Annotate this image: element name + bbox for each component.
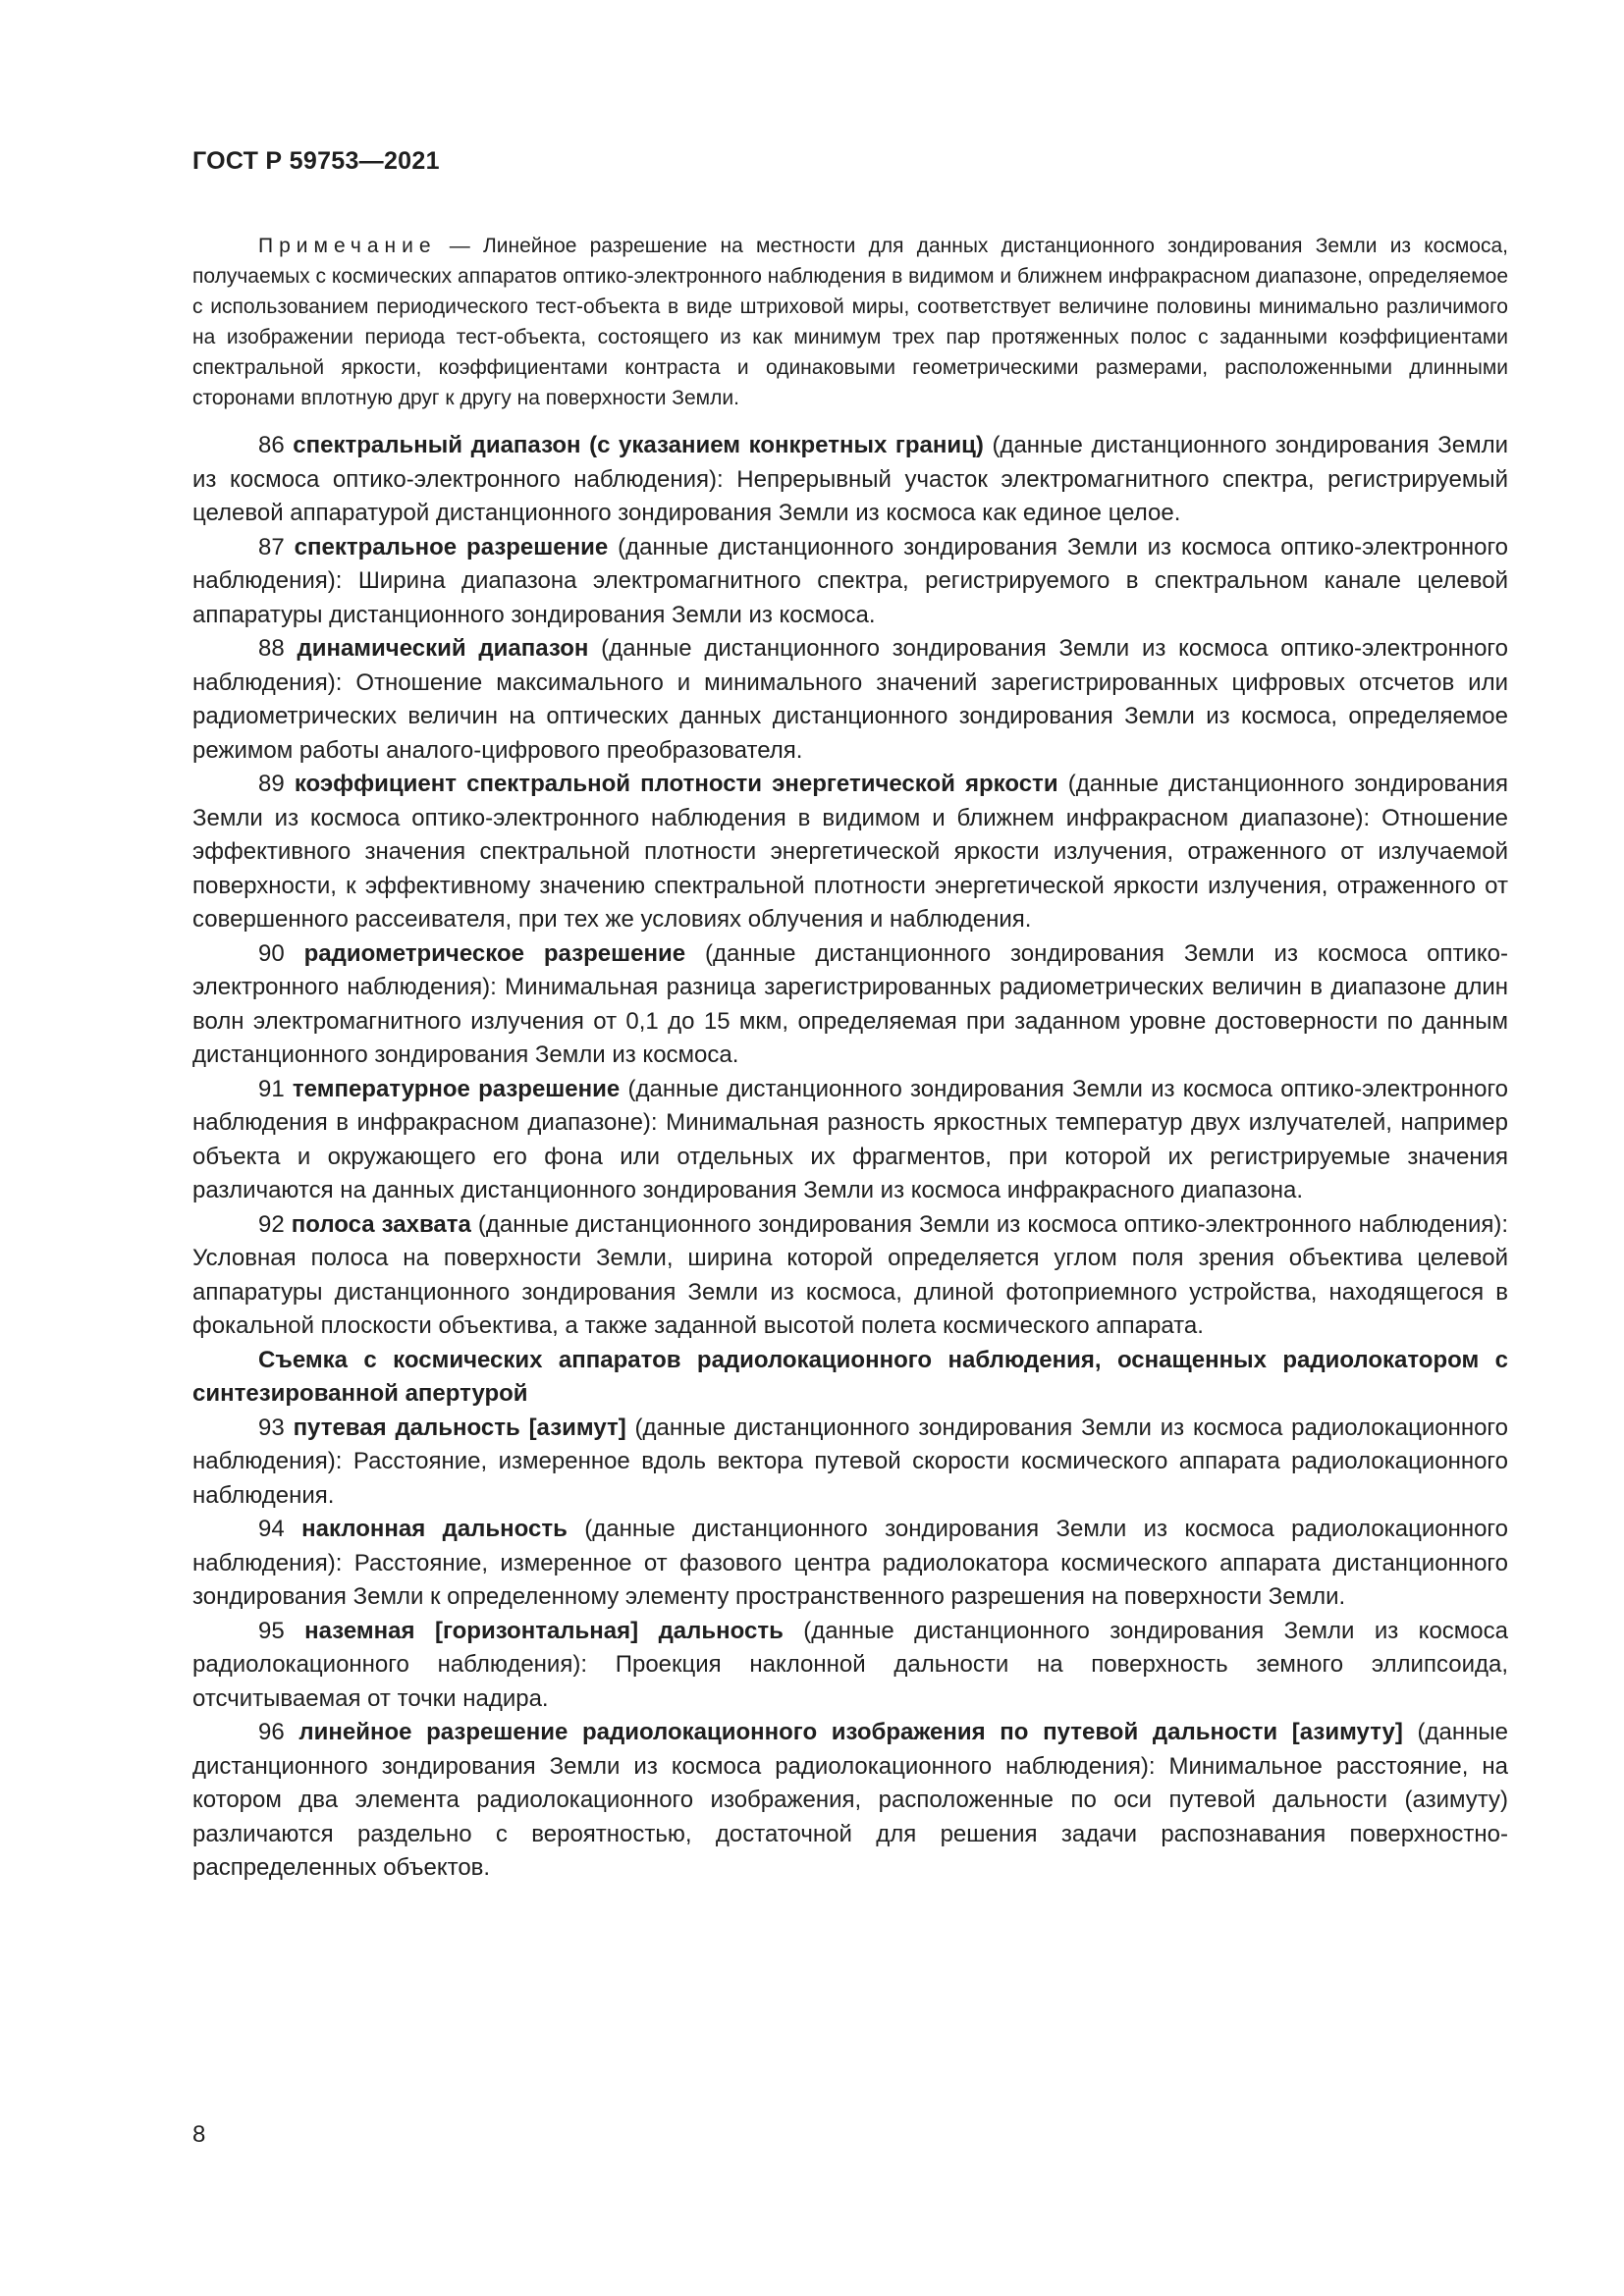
term-entry-93 xyxy=(192,1412,1508,1514)
document-header: ГОСТ Р 59753—2021 xyxy=(192,147,440,175)
document-page xyxy=(192,147,1508,1886)
term-number: 92 xyxy=(258,1210,285,1238)
term-definition: (данные дистанционного зондирования Земли из космоса оптико-электронного наблюдения): Непрерывный участок электромагнитного спектра, регистрируемый целевой аппаратурой дистанционного зондирования Земли из космоса как единое целое. xyxy=(192,432,1509,526)
term-number: 89 xyxy=(258,771,285,797)
term-title: динамический диапазон xyxy=(297,635,589,662)
term-title: линейное разрешение радиолокационного изображения по путевой дальности [азимуту] xyxy=(298,1719,1403,1745)
term-definition: (данные дистанционного зондирования Земли из космоса оптико-электронного наблюдения): Минимальная разница зарегистрированных радиометрических величин в диапазоне длин волн электромагнитного излучения от 0,1 до 15 мкм, определяемая при заданном уровне достоверности по данным дистанционного зондирования Земли из космоса. xyxy=(192,939,1508,1068)
term-definition: (данные дистанционного зондирования Земли из космоса оптико-электронного наблюдения): Отношение максимального и минимального значений зарегистрированных цифровых отсчетов или радиометрических величин на оптических данных дистанционного зондирования Земли из космоса, определяемое режимом работы аналого-цифрового преобразователя. xyxy=(192,635,1509,764)
note-text: — Линейное разрешение на местности для данных дистанционного зондирования Земли из космоса, получаемых с космических аппаратов оптико-электронного наблюдения в видимом и ближнем инфракрасном диапазоне, определяемое с использованием периодического тест-объекта в виде штриховой миры, соответствует величине половины минимально различимого на изображении периода тест-объекта, состоящего из как минимум трех пар протяженных полос с заданными коэффициентами спектральной яркости, коэффициентами контраста и одинаковыми геометрическими размерами, расположенными длинными сторонами вплотную друг к другу на поверхности Земли. xyxy=(192,235,1508,409)
term-number: 87 xyxy=(258,533,285,561)
term-entry-87 xyxy=(192,531,1508,633)
term-definition: (данные дистанционного зондирования Земли из космоса радиолокационного наблюдения): Минимальное расстояние, на котором два элемента радиолокационного изображения, расположенные по оси путевой дальности (азимуту) различаются раздельно с вероятностью, достаточной для решения задачи распознавания поверхностно-распределенных объектов. xyxy=(192,1719,1508,1881)
page-number: 8 xyxy=(192,2121,206,2148)
term-definition: (данные дистанционного зондирования Земли из космоса радиолокационного наблюдения): Расстояние, измеренное от фазового центра радиолокатора космического аппарата дистанционного зондирования Земли к определенному элементу пространственного разрешения на поверхности Земли. xyxy=(192,1516,1509,1610)
term-number: 86 xyxy=(258,432,285,458)
term-entry-91 xyxy=(192,1073,1508,1208)
term-entry-90 xyxy=(192,937,1508,1073)
term-entry-94 xyxy=(192,1513,1508,1615)
term-entry-92 xyxy=(192,1208,1508,1344)
term-title: путевая дальность [азимут] xyxy=(293,1414,626,1441)
term-definition: (данные дистанционного зондирования Земли из космоса радиолокационного наблюдения): Проекция наклонной дальности на поверхность земного эллипсоида, отсчитываемая от точки надира. xyxy=(192,1617,1508,1712)
section-heading: Съемка с космических аппаратов радиолокационного наблюдения, оснащенных радиолокатором с синтезированной апертурой xyxy=(192,1346,1508,1407)
term-number: 91 xyxy=(258,1075,285,1102)
note-paragraph xyxy=(192,231,1508,413)
term-entry-95 xyxy=(192,1615,1508,1717)
term-number: 88 xyxy=(258,635,285,662)
term-entry-89 xyxy=(192,768,1508,937)
term-number: 93 xyxy=(258,1414,285,1441)
term-title: спектральный диапазон (с указанием конкретных границ) xyxy=(293,432,984,458)
term-title: наземная [горизонтальная] дальность xyxy=(304,1617,784,1644)
term-title: наклонная дальность xyxy=(301,1516,568,1542)
term-title: температурное разрешение xyxy=(292,1075,621,1102)
term-title: радиометрическое разрешение xyxy=(303,939,686,967)
term-title: коэффициент спектральной плотности энергетической яркости xyxy=(294,771,1058,797)
term-title: полоса захвата xyxy=(291,1210,471,1238)
term-entry-86 xyxy=(192,429,1508,531)
term-entry-88 xyxy=(192,632,1508,768)
term-number: 95 xyxy=(258,1617,285,1644)
term-entry-96 xyxy=(192,1716,1508,1886)
term-definition: (данные дистанционного зондирования Земли из космоса оптико-электронного наблюдения): Условная полоса на поверхности Земли, ширина которой определяется углом поля зрения объектива целевой аппаратуры дистанционного зондирования Земли из космоса, длиной фотоприемного устройства, находящегося в фокальной плоскости объектива, а также заданной высотой полета космического аппарата. xyxy=(192,1210,1509,1339)
term-definition: (данные дистанционного зондирования Земли из космоса оптико-электронного наблюдения): Ширина диапазона электромагнитного спектра, регистрируемого в спектральном канале целевой аппаратуры дистанционного зондирования Земли из космоса. xyxy=(192,533,1509,628)
term-title: спектральное разрешение xyxy=(294,533,609,561)
term-number: 96 xyxy=(258,1719,285,1745)
term-definition: (данные дистанционного зондирования Земли из космоса оптико-электронного наблюдения в видимом и ближнем инфракрасном диапазоне): Отношение эффективного значения спектральной плотности энергетической яркости излучения, отраженного от излучаемой поверхности, к эффективному значению спектральной плотности энергетической яркости излучения, отраженного от совершенного рассеивателя, при тех же условиях облучения и наблюдения. xyxy=(192,771,1508,933)
term-number: 94 xyxy=(258,1516,285,1542)
term-definition: (данные дистанционного зондирования Земли из космоса оптико-электронного наблюдения в инфракрасном диапазоне): Минимальная разность яркостных температур двух излучателей, например объекта и окружающего его фона или отдельных их фрагментов, при которой их регистрируемые значения различаются на данных дистанционного зондирования Земли из космоса инфракрасного диапазона. xyxy=(192,1075,1509,1203)
term-number: 90 xyxy=(258,939,285,967)
note-label: Примечание xyxy=(258,235,437,257)
term-definition: (данные дистанционного зондирования Земли из космоса радиолокационного наблюдения): Расстояние, измеренное вдоль вектора путевой скорости космического аппарата радиолокационного наблюдения. xyxy=(192,1414,1509,1509)
